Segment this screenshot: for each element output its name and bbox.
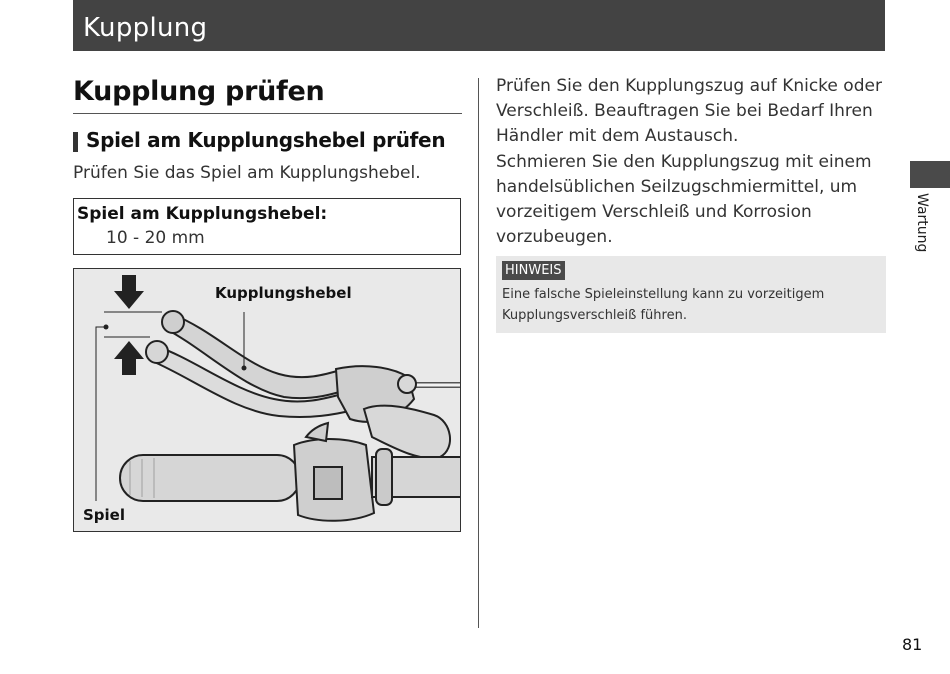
notice-badge: HINWEIS bbox=[502, 261, 565, 280]
play-callout-label: Spiel bbox=[83, 506, 125, 524]
subheading-marker bbox=[73, 132, 78, 152]
intro-text: Prüfen Sie das Spiel am Kupplungshebel. bbox=[73, 163, 421, 183]
chapter-tab bbox=[910, 161, 950, 188]
spec-box bbox=[73, 198, 461, 255]
section-title: Kupplung bbox=[83, 13, 208, 43]
lever-tip-lower bbox=[146, 341, 168, 363]
cable-lubrication-paragraph: Schmieren Sie den Kupplungszug mit einem handelsüblichen Seilzugschmiermittel, um vorzeitigem Verschleiß und Korrosion vorzubeugen. bbox=[496, 151, 872, 248]
spec-label: Spiel am Kupplungshebel: bbox=[77, 204, 328, 224]
cable-check-paragraph: Prüfen Sie den Kupplungszug auf Knicke oder Verschleiß. Beauftragen Sie bei Bedarf Ihren Händler mit dem Austausch. bbox=[496, 76, 882, 147]
cable-adjuster bbox=[398, 375, 416, 393]
right-column-text bbox=[496, 74, 886, 250]
lever-tip-upper bbox=[162, 311, 184, 333]
column-divider bbox=[478, 78, 479, 628]
notice-text: Eine falsche Spieleinstellung kann zu vorzeitigem Kupplungsverschleiß führen. bbox=[502, 287, 825, 323]
chapter-tab-label: Wartung bbox=[914, 193, 930, 253]
subheading-text: Spiel am Kupplungshebel prüfen bbox=[86, 128, 446, 152]
play-leader-line bbox=[96, 327, 106, 501]
subheading bbox=[73, 128, 445, 152]
arrow-up-icon bbox=[114, 341, 144, 375]
clutch-lever-upper bbox=[166, 314, 356, 398]
page-title: Kupplung prüfen bbox=[73, 76, 325, 107]
title-divider bbox=[73, 113, 462, 114]
clutch-lever-drawing bbox=[74, 269, 461, 532]
notice-box bbox=[496, 256, 886, 333]
lever-callout-label: Kupplungshebel bbox=[215, 284, 352, 302]
section-header-bar bbox=[73, 0, 885, 51]
housing-fin bbox=[306, 423, 328, 441]
handlebar-clamp bbox=[376, 449, 392, 505]
page-number: 81 bbox=[902, 635, 923, 654]
handle-grip bbox=[120, 455, 300, 501]
spec-value: 10 - 20 mm bbox=[106, 228, 205, 248]
housing-switch bbox=[314, 467, 342, 499]
clutch-lever-illustration bbox=[73, 268, 461, 532]
arrow-down-icon bbox=[114, 275, 144, 309]
lever-leader-dot bbox=[242, 366, 247, 371]
